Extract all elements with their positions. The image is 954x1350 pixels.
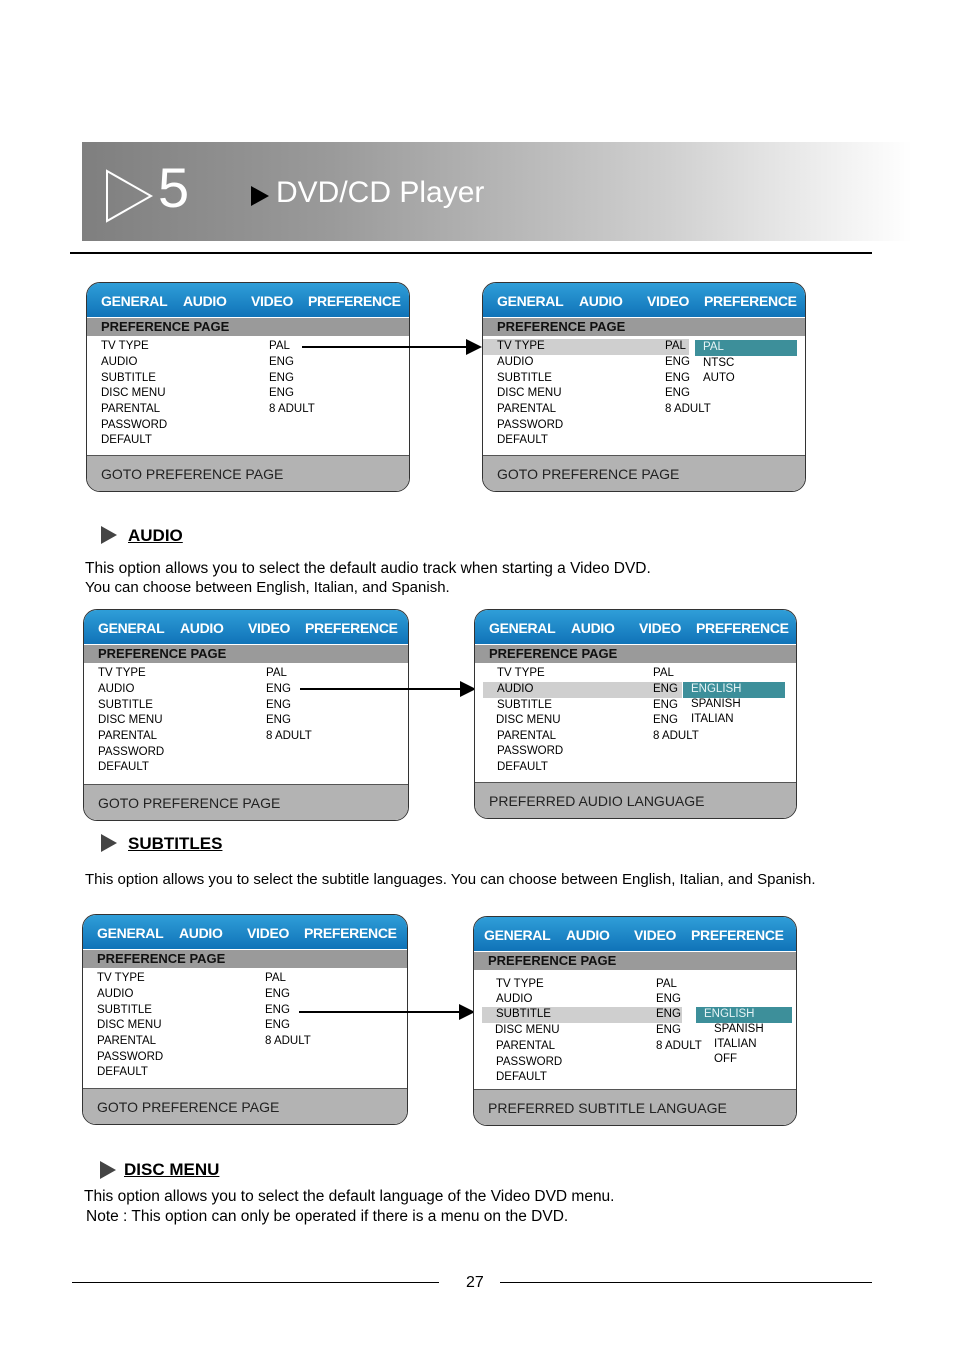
menu-item-label: TV TYPE — [497, 340, 545, 352]
menu-footer — [475, 782, 796, 818]
tab-audio[interactable]: AUDIO — [180, 620, 224, 636]
menu-panel-subtitle — [473, 916, 797, 1126]
disc-menu-note: Note : This option can only be operated if there is a menu on the DVD. — [86, 1208, 569, 1225]
menu-item-value: ENG — [269, 387, 294, 399]
chapter-number: 5 — [158, 156, 190, 219]
menu-item-value: 8 ADULT — [653, 730, 699, 742]
page-title: PREFERENCE PAGE — [101, 319, 230, 334]
menu-item-value: 8 ADULT — [656, 1040, 702, 1052]
menu-item-value: ENG — [665, 387, 690, 399]
menu-item-value: PAL — [656, 978, 677, 990]
tab-preference[interactable]: PREFERENCE — [691, 927, 784, 943]
arrow-head-icon — [466, 339, 482, 355]
tab-audio[interactable]: AUDIO — [179, 925, 223, 941]
tab-audio[interactable]: AUDIO — [566, 927, 610, 943]
page-title: PREFERENCE PAGE — [97, 951, 226, 966]
section-title-subtitles: SUBTITLES — [128, 834, 223, 853]
menu-panel-preference — [82, 914, 408, 1125]
menu-row-password[interactable] — [84, 745, 408, 761]
menu-item-label: AUDIO — [497, 683, 534, 695]
subtitles-description: This option allows you to select the subtitle languages. You can choose between English, Italian, and Spanish. — [85, 871, 816, 888]
menu-item-label: PASSWORD — [97, 1051, 164, 1063]
menu-item-value: ENG — [269, 372, 294, 384]
tab-general[interactable]: GENERAL — [97, 925, 164, 941]
menu-item-label: DEFAULT — [496, 1071, 547, 1083]
menu-item-label: PASSWORD — [101, 419, 168, 431]
menu-item-label: TV TYPE — [496, 978, 544, 990]
tab-general[interactable]: GENERAL — [489, 620, 556, 636]
menu-item-value: ENG — [269, 356, 294, 368]
option-ntsc[interactable]: NTSC — [703, 357, 735, 369]
menu-item-value: ENG — [665, 372, 690, 384]
tab-preference[interactable]: PREFERENCE — [308, 293, 401, 309]
chapter-title: DVD/CD Player — [276, 176, 485, 209]
menu-item-label: DISC MENU — [98, 714, 163, 726]
arrow-line — [300, 688, 462, 690]
menu-tab-bar — [83, 915, 407, 949]
tab-audio[interactable]: AUDIO — [183, 293, 227, 309]
menu-item-value: ENG — [265, 1019, 290, 1031]
menu-tab-bar — [474, 917, 796, 951]
option-spanish[interactable]: SPANISH — [714, 1023, 764, 1035]
page-title: PREFERENCE PAGE — [497, 319, 626, 334]
menu-item-label: DEFAULT — [101, 434, 152, 446]
option-spanish[interactable]: SPANISH — [691, 698, 741, 710]
menu-item-label: SUBTITLE — [496, 1008, 551, 1020]
menu-item-label: TV TYPE — [97, 972, 145, 984]
menu-row-parental[interactable] — [83, 1034, 407, 1050]
page-number: 27 — [466, 1274, 484, 1291]
menu-footer-text: PREFERRED AUDIO LANGUAGE — [489, 793, 705, 809]
menu-item-value: ENG — [265, 1004, 290, 1016]
audio-description-line1: This option allows you to select the default audio track when starting a Video DVD. — [85, 560, 651, 577]
option-english[interactable]: ENGLISH — [683, 682, 785, 698]
section-bullet-icon — [101, 834, 117, 852]
page-title-bar — [84, 645, 408, 663]
menu-footer-text: PREFERRED SUBTITLE LANGUAGE — [488, 1100, 727, 1116]
tab-video[interactable]: VIDEO — [248, 620, 291, 636]
menu-item-value: ENG — [266, 714, 291, 726]
menu-item-label: SUBTITLE — [98, 699, 153, 711]
tab-preference[interactable]: PREFERENCE — [304, 925, 397, 941]
tab-general[interactable]: GENERAL — [98, 620, 165, 636]
menu-row-tv-type[interactable] — [475, 666, 796, 682]
menu-item-value: ENG — [266, 699, 291, 711]
page-title: PREFERENCE PAGE — [488, 953, 617, 968]
menu-row-tv-type[interactable] — [483, 339, 689, 355]
menu-footer — [474, 1089, 796, 1125]
menu-footer — [83, 1088, 407, 1124]
menu-panel-audio — [474, 609, 797, 819]
section-title-audio: AUDIO — [128, 526, 183, 545]
menu-row-tv-type[interactable] — [83, 971, 407, 987]
page-title-bar — [475, 645, 796, 663]
arrow-line — [299, 1011, 461, 1013]
menu-item-label: PARENTAL — [497, 403, 557, 415]
menu-item-label: DISC MENU — [495, 1024, 560, 1036]
menu-row-password[interactable] — [475, 744, 796, 760]
section-bullet-icon — [100, 1161, 116, 1179]
section-bullet-icon — [101, 526, 117, 544]
menu-row-audio[interactable] — [474, 992, 796, 1008]
menu-tab-bar — [483, 283, 805, 317]
menu-item-label: PARENTAL — [497, 730, 557, 742]
menu-item-label: PARENTAL — [496, 1040, 556, 1052]
menu-item-label: DEFAULT — [497, 761, 548, 773]
menu-row-audio[interactable] — [84, 682, 408, 698]
menu-item-label: PASSWORD — [497, 419, 564, 431]
menu-row-password[interactable] — [87, 418, 409, 434]
menu-item-label: AUDIO — [97, 988, 134, 1000]
menu-tab-bar — [475, 610, 796, 644]
page-title-bar — [483, 318, 805, 336]
menu-item-label: AUDIO — [98, 683, 135, 695]
chapter-header-band — [82, 142, 912, 241]
menu-item-label: DEFAULT — [497, 434, 548, 446]
menu-item-value: PAL — [266, 667, 287, 679]
menu-row-tv-type[interactable] — [84, 666, 408, 682]
menu-footer — [87, 455, 409, 491]
menu-row-audio[interactable] — [83, 987, 407, 1003]
menu-row-parental[interactable] — [87, 402, 409, 418]
footer-rule-right — [500, 1282, 872, 1283]
menu-item-value: 8 ADULT — [266, 730, 312, 742]
menu-item-label: AUDIO — [497, 356, 534, 368]
menu-item-value: 8 ADULT — [665, 403, 711, 415]
menu-row-password[interactable] — [483, 418, 805, 434]
menu-row-default[interactable] — [84, 760, 408, 776]
section-title-disc-menu: DISC MENU — [124, 1160, 220, 1179]
menu-item-label: PARENTAL — [98, 730, 158, 742]
menu-footer — [84, 784, 408, 820]
menu-footer-text: GOTO PREFERENCE PAGE — [497, 466, 680, 482]
menu-row-parental[interactable] — [84, 729, 408, 745]
menu-item-value: ENG — [656, 993, 681, 1005]
menu-item-label: PARENTAL — [101, 403, 161, 415]
menu-item-label: SUBTITLE — [497, 699, 552, 711]
menu-item-label: PASSWORD — [497, 745, 564, 757]
menu-row-disc-menu[interactable] — [87, 386, 409, 402]
menu-panel-tv-type — [482, 282, 806, 492]
menu-item-label: DISC MENU — [101, 387, 166, 399]
page-title-bar — [474, 952, 796, 970]
menu-item-label: DISC MENU — [97, 1019, 162, 1031]
menu-item-value: 8 ADULT — [265, 1035, 311, 1047]
arrow-line — [302, 346, 468, 348]
menu-row-default[interactable] — [87, 433, 409, 449]
menu-item-label: DEFAULT — [97, 1066, 148, 1078]
page-title: PREFERENCE PAGE — [98, 646, 227, 661]
menu-row-default[interactable] — [83, 1065, 407, 1081]
audio-description-line2: You can choose between English, Italian, and Spanish. — [85, 579, 450, 596]
menu-row-audio[interactable] — [483, 682, 682, 698]
menu-footer-text: GOTO PREFERENCE PAGE — [97, 1099, 280, 1115]
tab-video[interactable]: VIDEO — [647, 293, 690, 309]
menu-item-label: DISC MENU — [496, 714, 561, 726]
play-outline-icon — [104, 168, 154, 224]
menu-item-label: TV TYPE — [497, 667, 545, 679]
tab-video[interactable]: VIDEO — [639, 620, 682, 636]
menu-item-label: AUDIO — [496, 993, 533, 1005]
tab-video[interactable]: VIDEO — [247, 925, 290, 941]
option-italian[interactable]: ITALIAN — [691, 713, 734, 725]
menu-item-label: PARENTAL — [97, 1035, 157, 1047]
menu-item-value: ENG — [656, 1008, 681, 1020]
menu-row-default[interactable] — [483, 433, 805, 449]
menu-item-label: DEFAULT — [98, 761, 149, 773]
page-title-bar — [87, 318, 409, 336]
option-pal[interactable]: PAL — [695, 340, 797, 356]
menu-item-label: PASSWORD — [496, 1056, 563, 1068]
menu-item-value: ENG — [656, 1024, 681, 1036]
menu-row-subtitle[interactable] — [87, 371, 409, 387]
menu-row-default[interactable] — [474, 1070, 796, 1086]
menu-item-value: ENG — [266, 683, 291, 695]
disc-menu-description-line1: This option allows you to select the default language of the Video DVD menu. — [84, 1188, 615, 1205]
menu-row-disc-menu[interactable] — [84, 713, 408, 729]
play-icon — [250, 185, 270, 207]
menu-item-label: PASSWORD — [98, 746, 165, 758]
tab-audio[interactable]: AUDIO — [571, 620, 615, 636]
menu-item-label: TV TYPE — [101, 340, 149, 352]
tab-preference[interactable]: PREFERENCE — [704, 293, 797, 309]
menu-row-default[interactable] — [475, 760, 796, 776]
menu-item-value: PAL — [265, 972, 286, 984]
menu-footer — [483, 455, 805, 491]
option-italian[interactable]: ITALIAN — [714, 1038, 757, 1050]
menu-item-value: PAL — [653, 667, 674, 679]
menu-footer-text: GOTO PREFERENCE PAGE — [101, 466, 284, 482]
menu-footer-text: GOTO PREFERENCE PAGE — [98, 795, 281, 811]
menu-row-password[interactable] — [83, 1050, 407, 1066]
menu-item-value: ENG — [665, 356, 690, 368]
page-title-bar — [83, 950, 407, 968]
menu-item-label: AUDIO — [101, 356, 138, 368]
menu-item-value: PAL — [665, 340, 686, 352]
footer-rule-left — [72, 1282, 439, 1283]
menu-item-label: DISC MENU — [497, 387, 562, 399]
menu-panel-preference — [86, 282, 410, 492]
menu-item-value: ENG — [653, 683, 678, 695]
tab-preference[interactable]: PREFERENCE — [696, 620, 789, 636]
menu-tab-bar — [87, 283, 409, 317]
menu-item-value: ENG — [265, 988, 290, 1000]
option-auto[interactable]: AUTO — [703, 372, 735, 384]
tab-preference[interactable]: PREFERENCE — [305, 620, 398, 636]
tab-general[interactable]: GENERAL — [497, 293, 564, 309]
menu-row-tv-type[interactable] — [474, 977, 796, 993]
menu-panel-preference — [83, 609, 409, 821]
header-rule — [70, 252, 872, 254]
menu-tab-bar — [84, 610, 408, 644]
menu-row-audio[interactable] — [87, 355, 409, 371]
menu-item-value: 8 ADULT — [269, 403, 315, 415]
menu-row-parental[interactable] — [475, 729, 796, 745]
page-title: PREFERENCE PAGE — [489, 646, 618, 661]
menu-row-parental[interactable] — [483, 402, 805, 418]
option-english[interactable]: ENGLISH — [696, 1007, 792, 1023]
menu-row-disc-menu[interactable] — [83, 1018, 407, 1034]
tab-video[interactable]: VIDEO — [634, 927, 677, 943]
menu-row-subtitle[interactable] — [482, 1007, 682, 1023]
menu-item-label: SUBTITLE — [97, 1004, 152, 1016]
menu-item-value: ENG — [653, 714, 678, 726]
tab-general[interactable]: GENERAL — [101, 293, 168, 309]
menu-row-subtitle[interactable] — [84, 698, 408, 714]
tab-audio[interactable]: AUDIO — [579, 293, 623, 309]
tab-video[interactable]: VIDEO — [251, 293, 294, 309]
menu-item-value: ENG — [653, 699, 678, 711]
tab-general[interactable]: GENERAL — [484, 927, 551, 943]
menu-item-label: SUBTITLE — [101, 372, 156, 384]
menu-row-disc-menu[interactable] — [483, 386, 805, 402]
menu-item-label: SUBTITLE — [497, 372, 552, 384]
menu-item-label: TV TYPE — [98, 667, 146, 679]
option-off[interactable]: OFF — [714, 1053, 737, 1065]
menu-item-value: PAL — [269, 340, 290, 352]
